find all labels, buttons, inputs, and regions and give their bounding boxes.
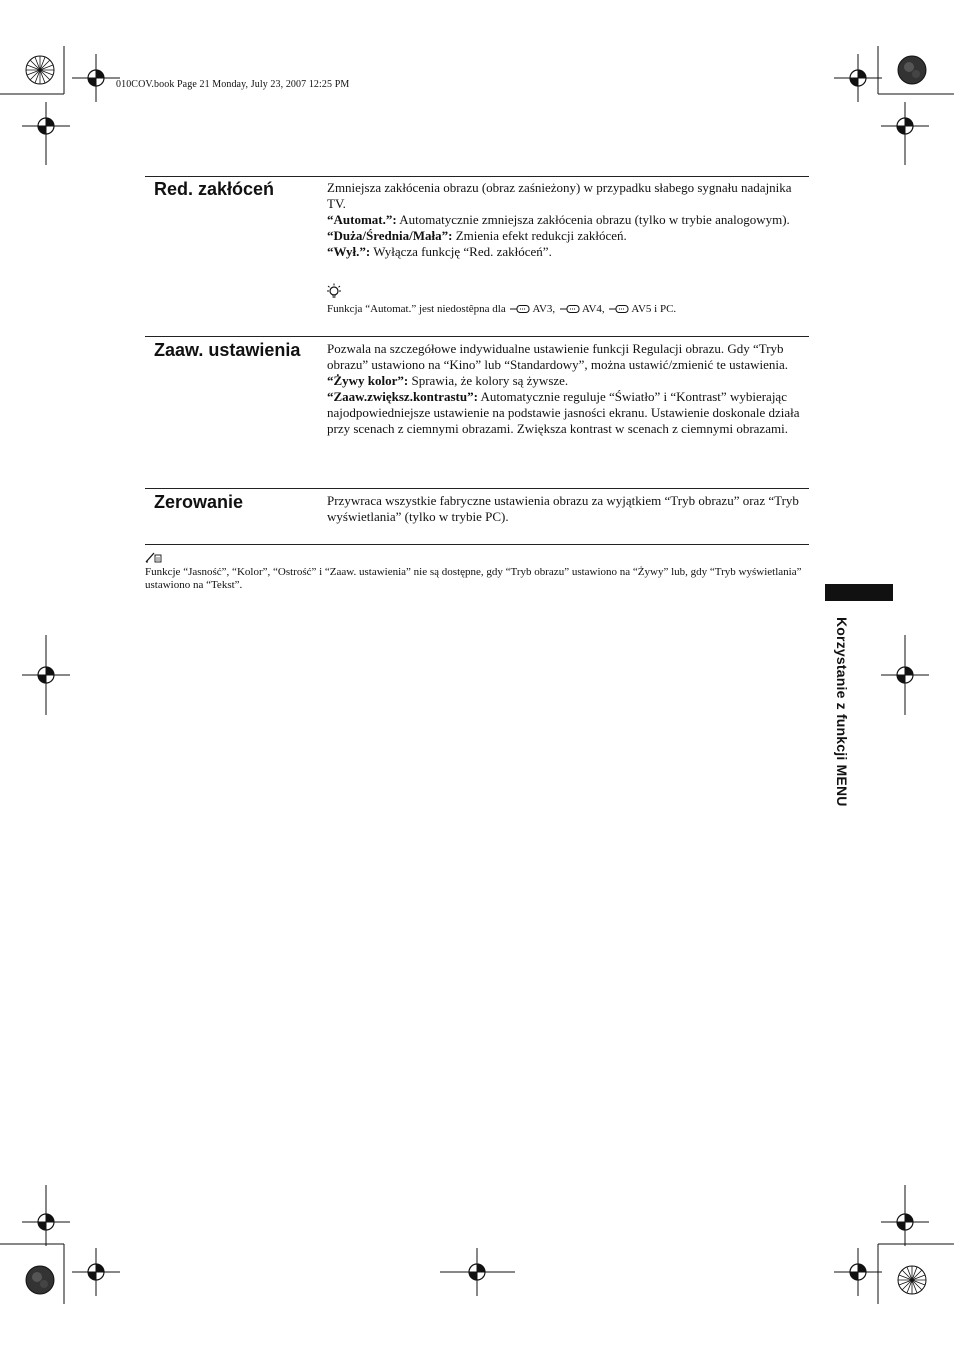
row-intro: Zmniejsza zakłócenia obrazu (obraz zaśnieżony) w przypadku słabego sygnału nadajnika TV. [327, 180, 792, 211]
hint-text [327, 302, 827, 316]
option-text: Automatycznie zmniejsza zakłócenia obrazu (tylko w trybie analogowym). [399, 212, 790, 227]
row-description-reset [327, 493, 811, 525]
note-text: Funkcje “Jasność”, “Kolor”, “Ostrość” i “Zaaw. ustawienia” nie są dostępne, gdy “Tryb obrazu” ustawiono na “Żywy” lub, gdy “Tryb wyświetlania” ustawiono na “Tekst”. [145, 566, 802, 591]
row-description-noise-reduction [327, 180, 811, 260]
row-title-reset: Zerowanie [154, 492, 244, 512]
option-label: “Żywy kolor”: [327, 373, 409, 388]
option-text: Zmienia efekt redukcji zakłóceń. [455, 228, 627, 243]
option-text: Automatycznie reguluje “Światło” i “Kontrast” wybierając najodpowiedniejsze ustawienie na podstawie jasności ekranu. Ustawienie doskonale działa przy scenach z ciemnymi obrazami. Zwiększa kontrast w scenach z ciemnymi obrazami. [327, 389, 800, 436]
input-name-av3: AV3, [532, 303, 556, 315]
option-label: “Wył.”: [327, 244, 371, 259]
row-intro: Pozwala na szczegółowe indywidualne ustawienie funkcji Regulacji obrazu. Gdy “Tryb obrazu” ustawiono na “Kino” lub “Standardowy”, można ustawić/zmienić te ustawienia. [327, 341, 788, 372]
option-text: Wyłącza funkcję “Red. zakłóceń”. [373, 244, 552, 259]
row-divider [145, 336, 809, 337]
option-line [327, 228, 811, 244]
input-name-av5-pc: AV5 i PC. [631, 303, 677, 315]
option-label: “Duża/Średnia/Mała”: [327, 228, 453, 243]
row-intro: Przywraca wszystkie fabryczne ustawienia obrazu za wyjątkiem “Tryb obrazu” oraz “Tryb wyświetlania” (tylko w trybie PC). [327, 493, 799, 524]
section-side-label: Korzystanie z funkcji MENU [834, 617, 850, 807]
option-text: Sprawia, że kolory są żywsze. [411, 373, 569, 388]
option-label: “Zaaw.zwiększ.kontrastu”: [327, 389, 478, 404]
section-tab-marker [825, 584, 893, 601]
option-label: “Automat.”: [327, 212, 397, 227]
option-line [327, 389, 811, 437]
input-connector-icon [609, 304, 629, 314]
row-divider [145, 488, 809, 489]
option-line [327, 373, 811, 389]
input-connector-icon [510, 304, 530, 314]
option-line [327, 244, 811, 260]
row-title-noise-reduction: Red. zakłóceń [154, 179, 275, 199]
input-name-av4: AV4, [581, 303, 605, 315]
row-description-advanced-settings [327, 341, 811, 437]
note-pencil-icon [145, 551, 163, 563]
input-connector-icon [560, 304, 580, 314]
row-title-advanced-settings: Zaaw. ustawienia [154, 340, 301, 360]
option-line [327, 212, 811, 228]
table-bottom-rule [145, 544, 809, 545]
row-divider [145, 176, 809, 177]
lightbulb-hint-icon [327, 283, 341, 299]
hint-prefix: Funkcja “Automat.” jest niedostêpna dla [327, 303, 506, 315]
print-info-header: 010COV.book Page 21 Monday, July 23, 2007 12:25 PM [116, 79, 350, 90]
